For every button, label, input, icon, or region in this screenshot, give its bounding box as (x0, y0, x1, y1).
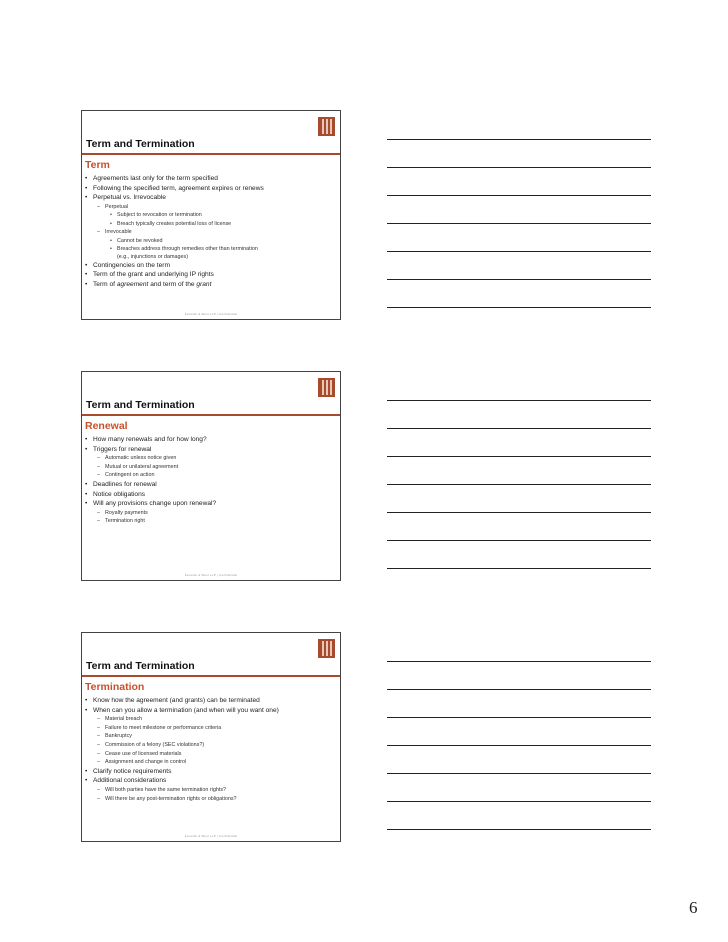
sub-bullet-list (82, 509, 340, 526)
note-line (387, 167, 651, 168)
note-line (387, 195, 651, 196)
sub-bullet-list (82, 715, 340, 767)
list-item: – Automatic unless notice given (82, 454, 340, 463)
list-item: • Clarify notice requirements (82, 767, 340, 777)
note-line (387, 717, 651, 718)
note-line (387, 801, 651, 802)
list-item: • Agreements last only for the term specified (82, 174, 340, 184)
list-item: – Contingent on action (82, 471, 340, 480)
slide-body (82, 418, 340, 566)
list-item: • Will any provisions change upon renewal? (82, 499, 340, 509)
bullet-list (82, 767, 340, 786)
firm-logo-icon (318, 378, 335, 397)
note-line (387, 428, 651, 429)
list-item: – Termination right (82, 517, 340, 526)
slide-header (82, 372, 340, 417)
slide-footer: Fenwick & West LLP | Confidential (184, 312, 238, 316)
slide-2 (81, 371, 341, 581)
note-line (387, 307, 651, 308)
note-line (387, 773, 651, 774)
list-item: – Failure to meet milestone or performance criteria (82, 724, 340, 733)
note-line (387, 400, 651, 401)
list-item: • Notice obligations (82, 490, 340, 500)
note-line (387, 484, 651, 485)
list-item: • How many renewals and for how long? (82, 435, 340, 445)
slide-3 (81, 632, 341, 842)
note-line (387, 540, 651, 541)
header-divider (82, 153, 340, 155)
slide-title: Term and Termination (86, 399, 195, 411)
note-line (387, 456, 651, 457)
note-line (387, 661, 651, 662)
list-item: • Additional considerations (82, 776, 340, 786)
header-divider (82, 414, 340, 416)
list-item: – Assignment and change in control (82, 758, 340, 767)
note-line (387, 139, 651, 140)
section-heading: Renewal (85, 420, 128, 432)
slide-body (82, 679, 340, 827)
note-line (387, 279, 651, 280)
sub-bullet-list (82, 203, 340, 212)
firm-logo-icon (318, 117, 335, 136)
list-item: • Contingencies on the term (82, 261, 340, 271)
bullet-list (82, 261, 340, 290)
sub-bullet-list (82, 786, 340, 803)
list-item: – Material breach (82, 715, 340, 724)
list-item: • Term of the grant and underlying IP rights (82, 270, 340, 280)
list-item: • Following the specified term, agreement expires or renews (82, 184, 340, 194)
list-item: – Will there be any post-termination rights or obligations? (82, 795, 340, 804)
list-item: – Mutual or unilateral agreement (82, 463, 340, 472)
list-item: • Cannot be revoked (82, 237, 340, 245)
list-item: – Bankruptcy (82, 732, 340, 741)
sub-sub-bullet-list (82, 237, 340, 261)
slide-footer: Fenwick & West LLP | Confidential (184, 573, 238, 577)
list-item: • Know how the agreement (and grants) can be terminated (82, 696, 340, 706)
note-line (387, 568, 651, 569)
list-item: • Breaches address through remedies other than termination (e.g., injunctions or damages) (82, 245, 340, 260)
section-heading: Term (85, 159, 110, 171)
slide-body (82, 157, 340, 305)
sub-bullet-list (82, 454, 340, 480)
section-heading: Termination (85, 681, 145, 693)
list-item: • Subject to revocation or termination (82, 211, 340, 219)
slide-title: Term and Termination (86, 660, 195, 672)
header-divider (82, 675, 340, 677)
list-item: • When can you allow a termination (and when will you want one) (82, 706, 340, 716)
bullet-list (82, 174, 340, 203)
page-number: 6 (689, 898, 698, 917)
sub-bullet-list (82, 228, 340, 237)
list-item: – Commission of a felony (SEC violations?) (82, 741, 340, 750)
list-item: • Term of agreement and term of the grant (82, 280, 340, 290)
list-item: – Will both parties have the same termination rights? (82, 786, 340, 795)
note-line (387, 829, 651, 830)
bullet-list (82, 480, 340, 509)
bullet-list (82, 435, 340, 454)
list-item: • Triggers for renewal (82, 445, 340, 455)
list-item: • Deadlines for renewal (82, 480, 340, 490)
slide-1 (81, 110, 341, 320)
note-line (387, 689, 651, 690)
bullet-list (82, 696, 340, 715)
list-item: • Breach typically creates potential loss of license (82, 220, 340, 228)
note-line (387, 251, 651, 252)
firm-logo-icon (318, 639, 335, 658)
note-line (387, 512, 651, 513)
slide-title: Term and Termination (86, 138, 195, 150)
list-item: – Cease use of licensed materials (82, 750, 340, 759)
slide-footer: Fenwick & West LLP | Confidential (184, 834, 238, 838)
note-line (387, 745, 651, 746)
list-item: – Royalty payments (82, 509, 340, 518)
slide-header (82, 633, 340, 678)
note-line (387, 223, 651, 224)
list-item: – Perpetual (82, 203, 340, 212)
list-item: – Irrevocable (82, 228, 340, 237)
list-item: • Perpetual vs. Irrevocable (82, 193, 340, 203)
slide-header (82, 111, 340, 156)
sub-sub-bullet-list (82, 211, 340, 228)
